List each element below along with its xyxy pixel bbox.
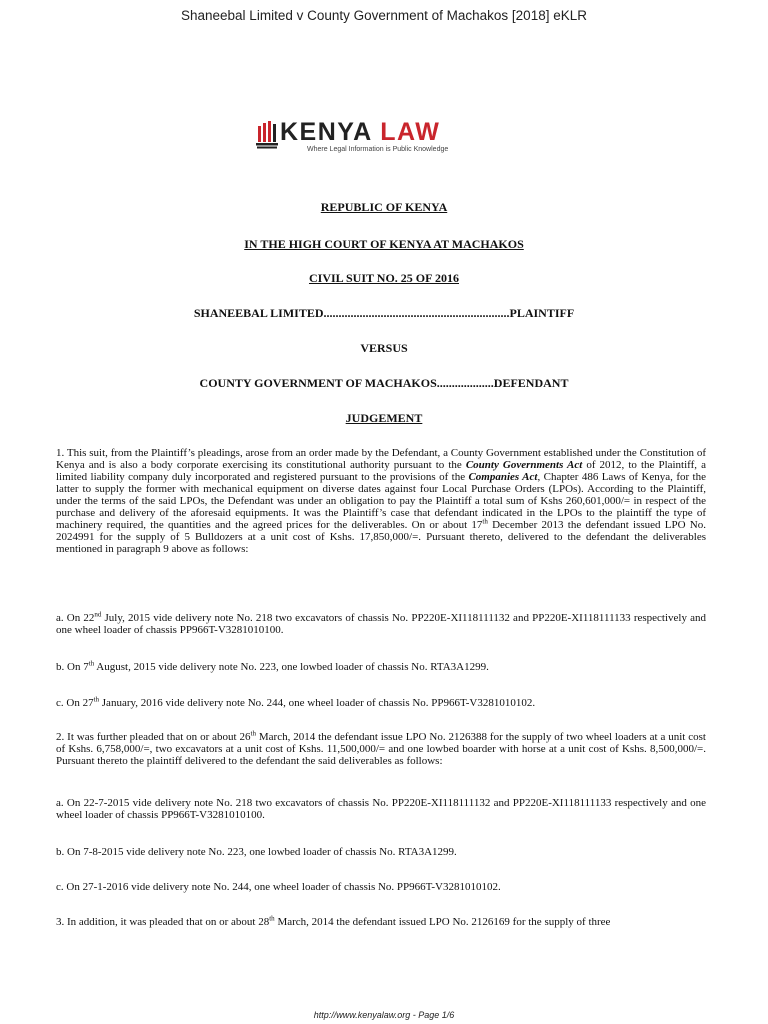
heading-republic: REPUBLIC OF KENYA [320,200,448,214]
paragraph-1-text-d: December 2013 the defendant issued LPO No. 2024991 for the supply of 5 Bulldozers at a unit cost of Kshs. 17,850,000/=. Pursuant thereto, delivered to the defendant the deliverables mentioned in paragraph 9 above as follows: [56,519,706,555]
paragraph-1-act-companies: Companies Act [468,471,538,483]
page-footer: http://www.kenyalaw.org - Page 1/6 [313,1010,455,1020]
paragraph-1-text-c: , Chapter 486 Laws of Kenya, for the latter to supply the former with mechanical equipment on diverse dates against four Local Purchase Orders (LPOs). According to the Plaintiff, under the terms of the said LPOs, the Defendant was under an obligation to pay the Plaintiff a total sum of Kshs 260,601,000/= in respect of the purchase and delivery of the aforesaid equipments. It was the Plaintiff’s case that defendant indicated in the LPOs to the plaintiff the type of machinery required, the quantities and the agreed prices for the deliverables. On or about 17 [56,471,706,531]
heading-plaintiff: SHANEEBAL LIMITED..............................................................PLAINTIFF [193,306,575,320]
delivery-item-2c: c. On 27-1-2016 vide delivery note No. 244, one wheel loader of chassis No. PP966T-V3281010102. [56,881,501,893]
heading-suit-number: CIVIL SUIT NO. 25 OF 2016 [308,271,460,285]
paragraph-1-act-county: County Governments Act [465,459,583,471]
delivery-item-1b-text-a: b. On 7 [56,661,89,673]
delivery-item-1a-text-b: July, 2015 vide delivery note No. 218 two excavators of chassis No. PP220E-XI118111132 and PP220E-XI118111133 respectively and one wheel loader of chassis PP966T-V3281010100. [56,612,706,636]
paragraph-2-text-b: March, 2014 the defendant issue LPO No. 2126388 for the supply of two wheel loaders at a unit cost of Kshs. 6,758,000/=, two excavators at a unit cost of Kshs. 11,500,000/= and one lowbed boarder with horse at a unit cost of Kshs. 8,500,000/=. Pursuant thereto the plaintiff delivered to the defendant the said deliverables as follows: [56,731,706,767]
kenya-law-logo [256,117,468,159]
delivery-item-1a [56,612,706,636]
delivery-item-1c-superscript: th [93,695,100,704]
columns-icon [256,117,280,149]
delivery-item-1c-text-b: January, 2016 vide delivery note No. 244, one wheel loader of chassis No. PP966T-V3281010102. [99,697,536,709]
delivery-item-2a: a. On 22-7-2015 vide delivery note No. 218 two excavators of chassis No. PP220E-XI118111132 and PP220E-XI118111133 respectively and one wheel loader of chassis PP966T-V3281010100. [56,797,706,821]
logo-word-kenya: KENYA [280,118,372,146]
heading-defendant: COUNTY GOVERNMENT OF MACHAKOS...................DEFENDANT [199,376,569,390]
paragraph-1-text-b: of 2012, to the Plaintiff, a limited liability company duly incorporated and registered pursuant to the provisions of the [56,459,706,483]
delivery-item-1c [56,697,706,709]
heading-court: IN THE HIGH COURT OF KENYA AT MACHAKOS [244,237,524,251]
logo-word-law: LAW [380,118,441,146]
delivery-item-1c-text-a: c. On 27 [56,697,94,709]
delivery-item-1b [56,661,706,673]
heading-judgement: JUDGEMENT [345,411,423,425]
logo-wordmark [280,117,440,147]
paragraph-1-text-a: 1. This suit, from the Plaintiff’s pleadings, arose from an order made by the Defendant, a County Government established under the Constitution of Kenya and is also a body corporate exercising its constitutional authority pursuant to the [56,447,706,471]
page-header-title: Shaneebal Limited v County Government of Machakos [2018] eKLR [181,8,587,23]
delivery-item-1a-superscript: nd [94,610,102,619]
delivery-item-1a-text-a: a. On 22 [56,612,95,624]
paragraph-2-superscript: th [250,729,256,738]
paragraph-3 [56,916,706,928]
delivery-item-1b-text-b: August, 2015 vide delivery note No. 223, one lowbed loader of chassis No. RTA3A1299. [94,661,489,673]
paragraph-2 [56,731,706,767]
delivery-item-2b: b. On 7-8-2015 vide delivery note No. 223, one lowbed loader of chassis No. RTA3A1299. [56,846,457,858]
logo-tagline: Where Legal Information is Public Knowledge [307,146,449,153]
heading-versus: VERSUS [360,341,408,355]
paragraph-1 [56,447,706,555]
paragraph-3-text-b: March, 2014 the defendant issued LPO No. 2126169 for the supply of three [274,916,611,928]
paragraph-3-superscript: th [269,914,275,923]
delivery-item-1b-superscript: th [88,659,95,668]
paragraph-3-text-a: 3. In addition, it was pleaded that on or about 28 [56,916,270,928]
paragraph-2-text-a: 2. It was further pleaded that on or about 26 [56,731,251,743]
paragraph-1-superscript: th [482,517,488,526]
